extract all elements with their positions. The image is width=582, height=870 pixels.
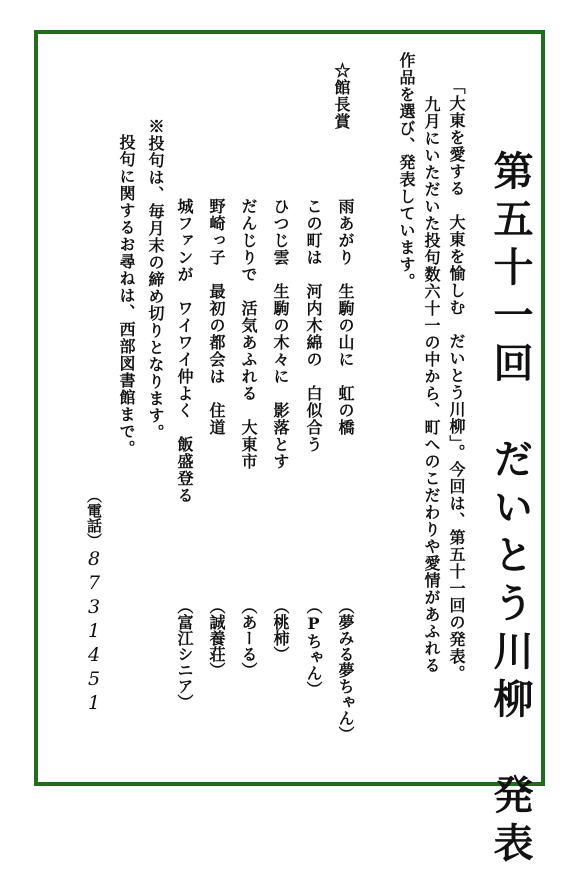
author-1: （夢みる夢ちゃん）	[336, 598, 355, 742]
author-5: （誠養荘）	[207, 598, 226, 678]
intro-line-3: 作品を選び、発表しています。	[397, 52, 416, 290]
poem-4: だんじりで 活気あふれる 大東市	[239, 198, 258, 470]
phone-label: （電話）	[85, 488, 103, 548]
poem-3: ひつじ雲 生駒の木々に 影落とす	[271, 198, 290, 470]
author-2: （Pちゃん）	[304, 598, 323, 697]
poem-5: 野崎っ子 最初の都会は 住道	[207, 198, 226, 436]
author-6: （富江シニア）	[175, 598, 194, 710]
poem-2: この町は 河内木綿の 白似合う	[304, 198, 323, 453]
poem-6: 城ファンが ワイワイ仲よく 飯盛登る	[175, 198, 194, 504]
note-deadline: ※投句は、毎月末の締め切りとなります。	[146, 118, 165, 441]
page-title: 第五十一回 だいとう川柳 発表	[487, 150, 534, 870]
note-inquiry: 投句に関するお尋ねは、西部図書館まで。	[117, 134, 136, 457]
poem-1: 雨あがり 生駒の山に 虹の橋	[336, 198, 355, 436]
author-4: （あーる）	[239, 598, 258, 678]
award-heading: ☆館長賞	[332, 62, 351, 130]
author-3: （桃柿）	[271, 598, 290, 662]
intro-line-1: 「大東を愛する 大東を愉しむ だいとう川柳」。今回は、第五十一回の発表。	[447, 78, 466, 682]
intro-line-2: 九月にいただいた投句数六十一の中から、町へのこだわりや愛情があふれる	[422, 96, 441, 674]
phone-number: 8731451	[83, 548, 105, 716]
